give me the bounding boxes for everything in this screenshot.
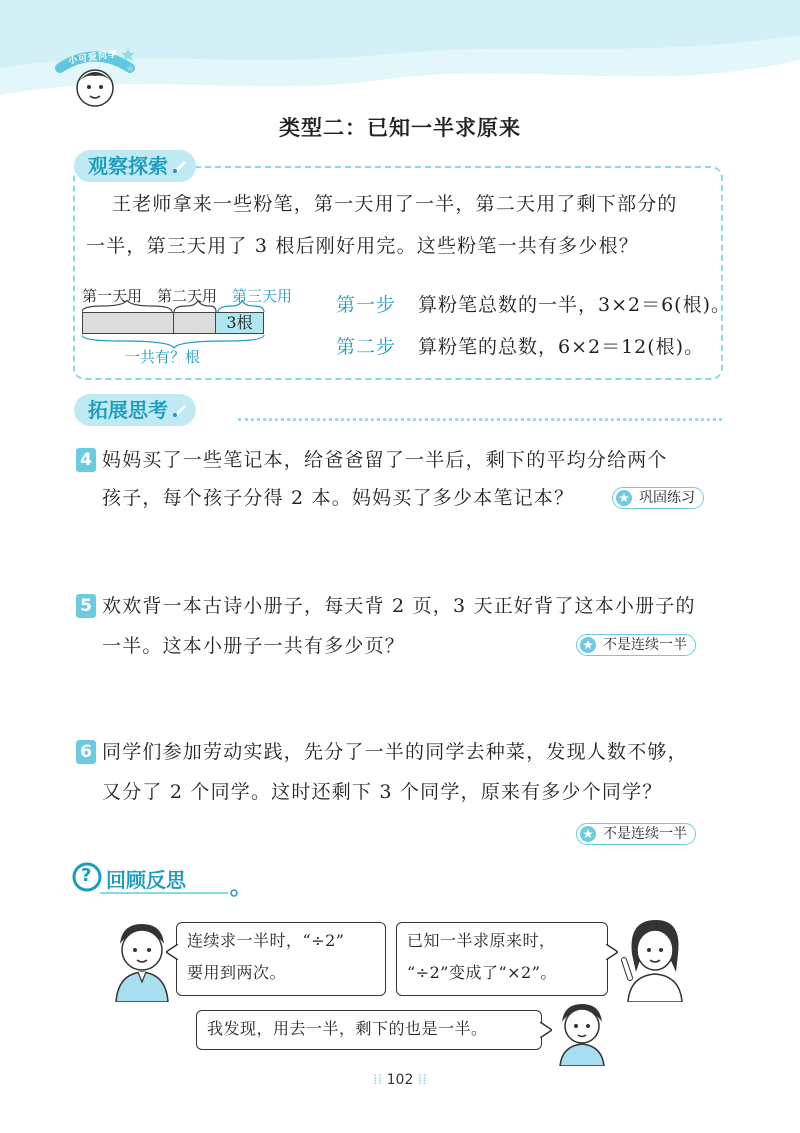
mascot-badge (50, 40, 140, 110)
observe-tag-label: 观察探索 (88, 154, 168, 178)
diagram-day1-label: 第一天用 (82, 287, 143, 305)
page-number (0, 1072, 800, 1088)
observe-section-tag (74, 150, 196, 182)
bubble3-text: 我发现，用去一半，剩下的也是一半。 (207, 1019, 488, 1038)
bubble2-line1: 已知一半求原来时， (407, 931, 556, 950)
question-6-line2: 又分了 2 个同学。这时还剩下 3 个同学，原来有多少个同学？ (102, 781, 663, 803)
page-number-text: 102 (386, 1072, 414, 1088)
bubble1-line1: 连续求一半时，“÷2” (187, 931, 345, 950)
review-underline (100, 888, 250, 898)
girl-character-right (618, 914, 690, 1002)
question-5-line1: 欢欢背一本古诗小册子，每天背 2 页，3 天正好背了这本小册子的 (102, 595, 696, 617)
speech-bubble-bottom (196, 1010, 542, 1050)
question-5-tag-label: 不是连续一半 (603, 637, 687, 653)
observe-problem-line2: 一半，第三天用了 3 根后刚好用完。这些粉笔一共有多少根？ (86, 235, 639, 257)
question-4-line2: 孩子，每个孩子分得 2 本。妈妈买了多少本笔记本？ (102, 487, 575, 509)
star-icon (580, 637, 596, 653)
boy-character-bottom (552, 1000, 612, 1066)
bubble-tail (540, 1022, 552, 1038)
expand-divider (238, 418, 722, 421)
bubble-tail (606, 944, 618, 960)
step2-text: 算粉笔的总数，6×2＝12(根)。 (418, 336, 705, 358)
boy-character-left (108, 920, 174, 1002)
diagram-day3-label: 第三天用 (232, 287, 293, 305)
star-icon (616, 490, 632, 506)
page-number-deco-left: ⁞⁞ (373, 1072, 387, 1088)
mascot-badge-text: 小可爱同学 (67, 49, 119, 67)
pencil-icon (172, 403, 188, 417)
star-icon (580, 826, 596, 842)
question-number: 4 (76, 448, 96, 472)
question-5-line2: 一半。这本小册子一共有多少页？ (102, 635, 406, 657)
diagram-bar-divider (173, 313, 174, 333)
step2-label: 第二步 (336, 336, 397, 358)
question-5-tag (576, 634, 696, 656)
page-title: 类型二：已知一半求原来 (279, 116, 521, 140)
question-4-tag (612, 487, 704, 509)
question-6-tag (576, 823, 696, 845)
review-tag-label: 回顾反思 (106, 868, 186, 892)
bubble2-line2: “÷2”变成了“×2”。 (407, 963, 557, 982)
diagram-total-label: 一共有？根 (125, 348, 201, 366)
diagram-day2-label: 第二天用 (157, 287, 218, 305)
question-number: 5 (76, 594, 96, 618)
expand-tag-label: 拓展思考 (88, 398, 168, 422)
bubble-tail (166, 944, 178, 960)
expand-section-tag (74, 394, 196, 426)
question-4-line1: 妈妈买了一些笔记本，给爸爸留了一半后，剩下的平均分给两个 (102, 449, 668, 471)
pencil-icon (172, 159, 188, 173)
step1-text: 算粉笔总数的一半，3×2＝6(根)。 (418, 294, 732, 316)
speech-bubble-boy (176, 922, 386, 996)
question-number: 6 (76, 740, 96, 764)
review-icon-glyph: ? (81, 865, 92, 886)
bubble1-line2: 要用到两次。 (187, 963, 287, 982)
page-number-deco-right: ⁞⁞ (413, 1072, 427, 1088)
diagram-bar-last-cell: 3根 (215, 313, 263, 333)
speech-bubble-girl (396, 922, 608, 996)
question-4-tag-label: 巩固练习 (639, 490, 695, 506)
observe-problem-line1: 王老师拿来一些粉笔，第一天用了一半，第二天用了剩下部分的 (112, 193, 678, 215)
question-6-tag-label: 不是连续一半 (603, 826, 687, 842)
step1-label: 第一步 (336, 294, 397, 316)
diagram-bar (82, 312, 264, 334)
question-6-line1: 同学们参加劳动实践，先分了一半的同学去种菜，发现人数不够， (102, 741, 688, 763)
